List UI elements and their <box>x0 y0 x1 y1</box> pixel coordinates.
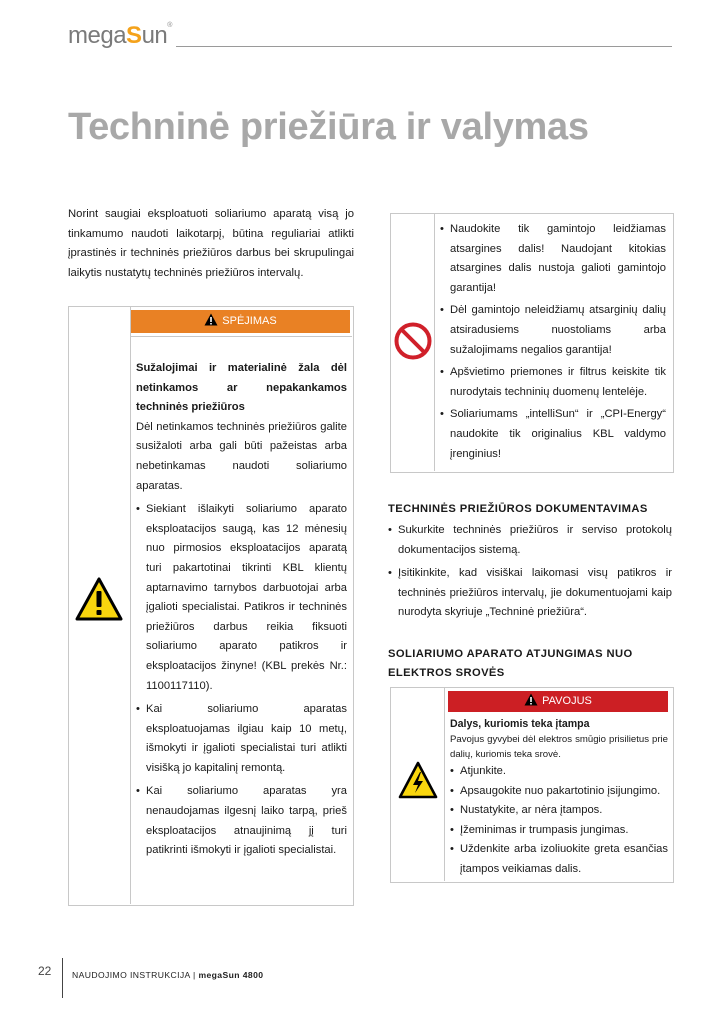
section-heading-disconnect: SOLIARIUMO APARATO ATJUNGIMAS NUO ELEKTROS SROVĖS <box>388 648 633 679</box>
footer-doc-title: NAUDOJIMO INSTRUKCIJA <box>72 970 191 980</box>
logo-text-suffix: un <box>141 22 168 49</box>
list-item: • Įsitikinkite, kad visiškai laikomasi visų patikros ir techninės priežiūros intervalų, jie dokumentuojami kaip nurodyta skyriuje „Techninė priežiūra“. <box>388 564 672 623</box>
electric-hazard-icon <box>397 760 439 805</box>
parts-notice-body <box>440 220 666 467</box>
logo-registered-mark: ® <box>167 22 172 29</box>
warning-triangle-icon <box>74 576 124 627</box>
list-item: • Kai soliariumo aparatas eksploatuojamas ilgiau kaip 10 metų, išmokyti ir įgalioti specialistai turi atlikti visišką jo kapitalinį remontą. <box>136 700 347 778</box>
warning-body <box>136 359 347 861</box>
list-item: • Uždenkite arba izoliuokite greta esančias įtampos veikiamas dalis. <box>450 840 668 879</box>
warning-heading: Sužalojimai ir materialinė žala dėl netinkamos ar nepakankamos techninės priežiūros <box>136 362 347 414</box>
footer-product: megaSun 4800 <box>198 970 264 980</box>
list-item: • Dėl gamintojo neleidžiamų atsarginių dalių atsiradusiems nuostoliams arba sužalojimams negalios garantija! <box>440 301 666 360</box>
parts-notice-bullets <box>440 220 666 464</box>
logo-sun-letter: S <box>126 22 142 49</box>
warning-divider <box>131 336 352 337</box>
footer-doc-info <box>72 970 263 980</box>
warning-label: SPĖJIMAS <box>222 315 277 327</box>
list-item: • Apsaugokite nuo pakartotinio įsijungimo. <box>450 782 668 802</box>
list-item: • Įžeminimas ir trumpasis jungimas. <box>450 821 668 841</box>
section-heading-documentation: TECHNINĖS PRIEŽIŪROS DOKUMENTAVIMAS <box>388 503 648 515</box>
danger-bullets <box>450 762 668 880</box>
footer-divider <box>62 958 63 998</box>
danger-small-icon <box>524 693 538 706</box>
logo-text-prefix: mega <box>68 22 127 49</box>
warning-bullets <box>136 500 347 861</box>
documentation-list <box>388 521 672 627</box>
list-item: • Nustatykite, ar nėra įtampos. <box>450 801 668 821</box>
danger-body <box>450 716 668 880</box>
warning-header-bar <box>131 310 350 333</box>
list-item: • Siekiant išlaikyti soliariumo aparato eksploatacijos saugą, kas 12 mėnesių nuo pirmosios eksploatacijos aparatą turi pakartotinai tikrinti KBL klientų aptarnavimo tarnybos darbuotojai arba įgalioti specialistai. Patikros ir techninės priežiūros darbus reikia fiksuoti soliariumo aparato patikros ir eksploatacijos žinyne! (KBL prekės Nr.: 1100117110). <box>136 500 347 696</box>
danger-heading: Dalys, kuriomis teka įtampa <box>450 718 590 730</box>
prohibition-icon <box>393 321 433 366</box>
intro-paragraph: Norint saugiai eksploatuoti soliariumo aparatą visą jo tinkamumo naudoti laikotarpį, būtina reguliariai atlikti įprastinės ir techninės priežiūros darbus bei skrupulingai laikytis nustatytų techninės priežiūros intervalų. <box>68 208 354 279</box>
warning-small-icon <box>204 313 218 326</box>
page-number: 22 <box>38 964 52 978</box>
list-item: • Apšvietimo priemones ir filtrus keiskite tik nurodytais techninių duomenų lentelėje. <box>440 363 666 402</box>
danger-label: PAVOJUS <box>542 695 592 707</box>
header-rule <box>176 46 672 47</box>
page-title: Techninė priežiūra ir valymas <box>68 106 589 148</box>
list-item: • Naudokite tik gamintojo leidžiamas atsargines dalis! Naudojant kitokias atsargines dalis nustoja galioti gamintojo garantija! <box>440 220 666 298</box>
list-item: • Soliariumams „intelliSun“ ir „CPI-Energy“ naudokite tik originalius KBL valdymo įrenginius! <box>440 405 666 464</box>
footer-separator: | <box>190 970 199 980</box>
danger-text: Pavojus gyvybei dėl elektros smūgio prisilietus prie dalių, kuriomis teka srovė. <box>450 734 668 760</box>
warning-text: Dėl netinkamos techninės priežiūros galite susižaloti arba gali būti pažeistas arba nebetinkamas naudoti soliariumo aparatas. <box>136 420 347 492</box>
list-item: • Kai soliariumo aparatas yra nenaudojamas ilgesnį laiko tarpą, prieš eksploatacijos atnaujinimą jį turi patikrinti išmokyti ir įgalioti specialistai. <box>136 782 347 860</box>
brand-logo <box>68 22 172 50</box>
list-item: • Sukurkite techninės priežiūros ir serviso protokolų dokumentacijos sistemą. <box>388 521 672 560</box>
danger-header-bar <box>448 691 668 712</box>
list-item: • Atjunkite. <box>450 762 668 782</box>
